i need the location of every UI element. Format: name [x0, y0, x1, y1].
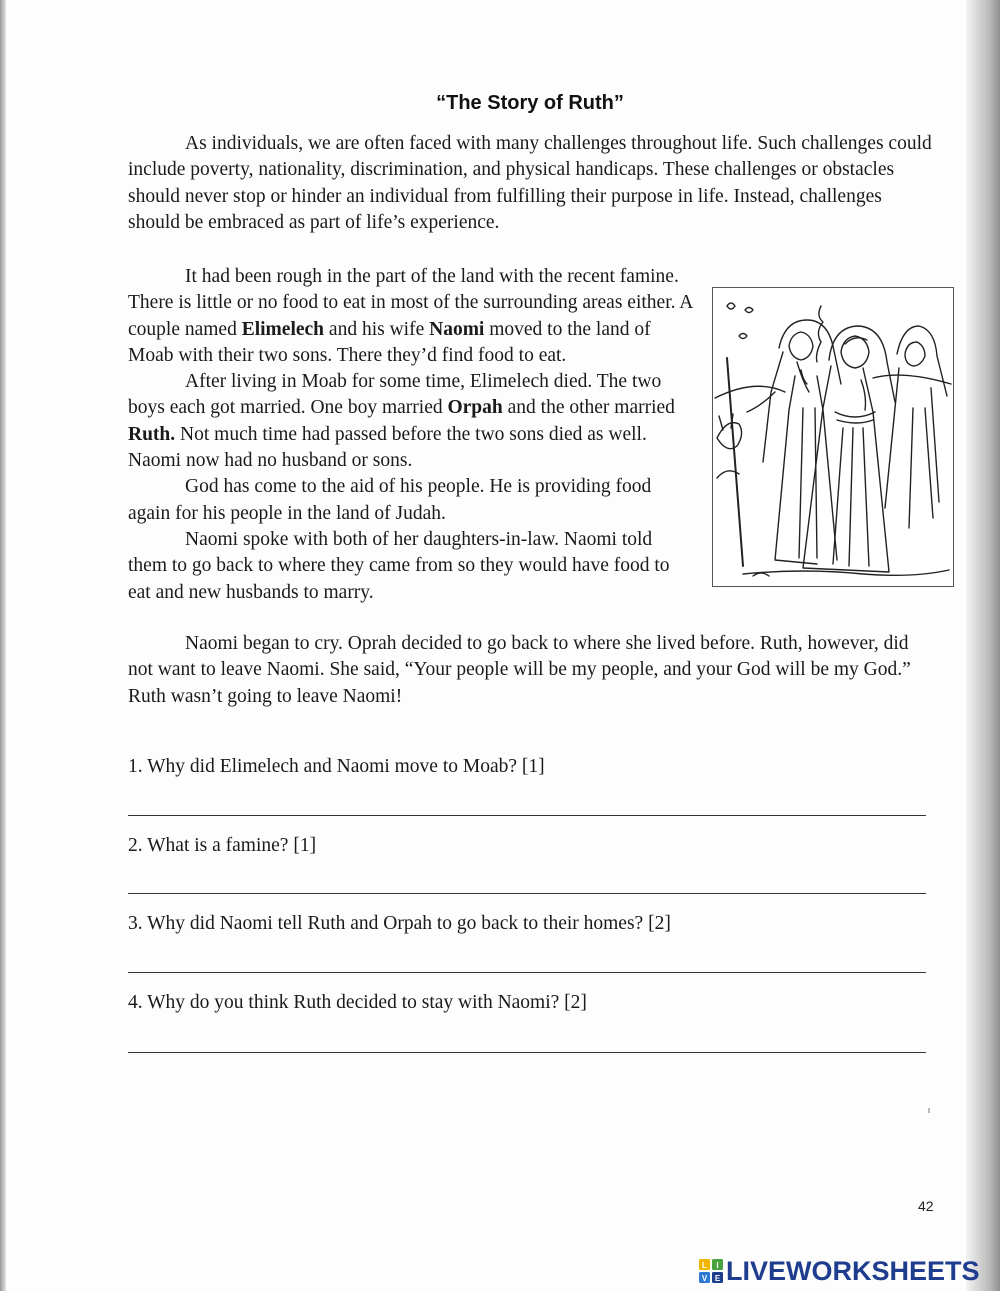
- answer-line-1[interactable]: [128, 815, 926, 816]
- page-title: “The Story of Ruth”: [436, 92, 624, 114]
- scan-shadow-left: [0, 0, 6, 1291]
- page-number: 42: [918, 1198, 934, 1214]
- svg-text:E: E: [714, 1274, 721, 1283]
- story-paragraph-5: Naomi began to cry. Oprah decided to go back to where she lived before. Ruth, however, did not want to leave Naomi. She said, “Your people will be my people, and your God will be my God.” Ruth wasn’t going to leave Naomi!: [128, 633, 911, 707]
- watermark-text: LIVEWORKSHEETS: [726, 1256, 980, 1286]
- name-naomi: Naomi: [429, 318, 485, 340]
- scan-shadow-right: [966, 0, 1000, 1291]
- svg-text:I: I: [716, 1261, 719, 1270]
- story-closing-paragraph: [128, 631, 928, 710]
- liveworksheets-logo-icon: [699, 1259, 723, 1283]
- illustration-drawing: [713, 288, 953, 586]
- liveworksheets-watermark: [699, 1255, 995, 1287]
- answer-line-2[interactable]: [128, 893, 926, 894]
- story-paragraph-3: God has come to the aid of his people. He is providing food again for his people in the land of Judah.: [128, 476, 652, 524]
- svg-text:L: L: [702, 1261, 707, 1270]
- story-paragraph-4: Naomi spoke with both of her daughters-in-law. Naomi told them to go back to where they came from so they would have food to eat and new husbands to marry.: [128, 528, 670, 603]
- question-2: 2. What is a famine? [1]: [128, 835, 317, 856]
- intro-paragraph: [128, 131, 936, 236]
- svg-text:V: V: [701, 1274, 708, 1283]
- intro-text: As individuals, we are often faced with many challenges throughout life. Such challenges could include poverty, nationality, discrimination, and physical handicaps. These challenges or obstacles should never stop or hinder an individual from fulfilling their purpose in life. Instead, challenges should be embraced as part of life’s experience.: [128, 133, 932, 233]
- name-elimelech: Elimelech: [241, 318, 325, 340]
- name-ruth: Ruth.: [128, 423, 176, 445]
- three-women-illustration: [712, 287, 954, 587]
- story-paragraph-1: It had been rough in the part of the land with the recent famine. There is little or no food to eat in most of the surrounding areas either. A couple named Elimelech and his wife Naomi moved to the land of Moab with their two sons. There they’d find food to eat.: [128, 266, 693, 366]
- question-3: 3. Why did Naomi tell Ruth and Orpah to go back to their homes? [2]: [128, 913, 671, 934]
- answer-line-3[interactable]: [128, 972, 926, 973]
- story-column: [128, 264, 693, 606]
- story-paragraph-2: After living in Moab for some time, Elimelech died. The two boys each got married. One boy married Orpah and the other married Ruth. Not much time had passed before the two sons died as well. Naomi now had no husband or sons.: [128, 371, 675, 472]
- name-orpah: Orpah: [447, 397, 503, 419]
- answer-line-4[interactable]: [128, 1052, 926, 1053]
- scan-speck: [928, 1108, 930, 1113]
- question-1: 1. Why did Elimelech and Naomi move to Moab? [1]: [128, 756, 545, 777]
- question-4: 4. Why do you think Ruth decided to stay with Naomi? [2]: [128, 992, 587, 1013]
